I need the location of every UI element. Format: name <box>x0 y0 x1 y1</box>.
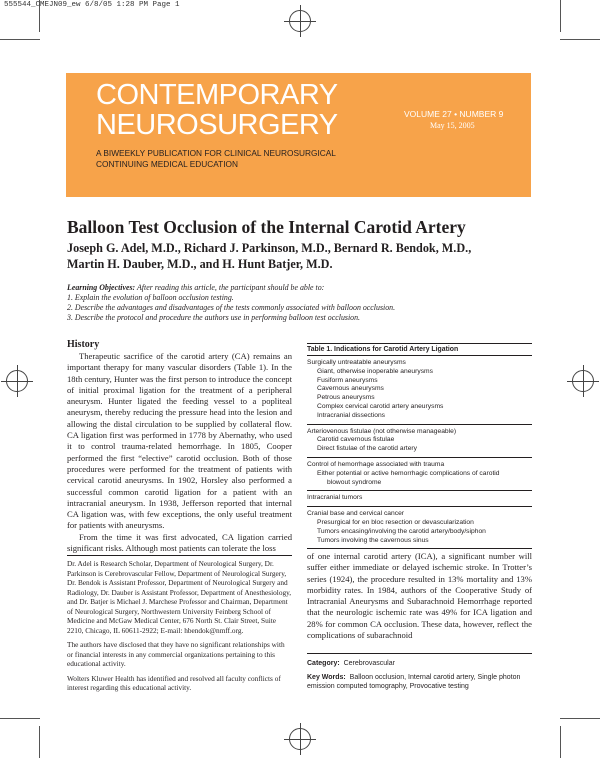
table-group <box>307 425 532 458</box>
footnote-disclosure: The authors have disclosed that they have no significant relationships with or financial interests in any commercial organizations pertaining to this educational activity. <box>67 640 285 668</box>
objective-item: 1. Explain the evolution of balloon occlusion testing. <box>67 293 234 302</box>
registration-mark-icon <box>289 10 311 32</box>
registration-mark-icon <box>289 728 311 750</box>
table-row: Either potential or active hemorrhagic complications of carotid <box>317 469 500 477</box>
table-row: Intracranial dissections <box>317 411 386 419</box>
table-row: Cavernous aneurysms <box>317 385 384 393</box>
table-row: Presurgical for en bloc resection or devascularization <box>317 518 474 526</box>
footnotes <box>67 559 292 698</box>
paragraph: of one internal carotid artery (ICA), a significant number will suffer either immediate or delayed ischemic stroke. In Trotter’s series (1924), the procedure resulted in 13% mortality and 13% morbidity rates. In 1984, authors of the Cooperative Study of Intracranial Aneurysms and Subarachnoid Hemorrhage reported that the neurologic ischemic rate was 49% for ICA ligation and 28% for common CA occlusion. These data, however, reflect the complications of subarachnoid <box>307 551 532 641</box>
crop-mark <box>39 726 40 758</box>
issue-date: May 15, 2005 <box>430 121 475 130</box>
objective-item: 2. Describe the advantages and disadvantages of the tests commonly associated with balloon occlusion. <box>67 303 396 312</box>
keywords-label: Key Words: <box>307 674 346 681</box>
table-row: Surgically untreatable aneurysms <box>307 359 406 366</box>
volume-number: VOLUME 27 • NUMBER 9 <box>404 109 504 119</box>
objective-item: 3. Describe the protocol and procedure the authors use in performing balloon test occlusion. <box>67 313 361 322</box>
category-label: Category: <box>307 660 340 667</box>
table-group <box>307 458 532 491</box>
table-row: Complex cervical carotid artery aneurysms <box>317 402 444 410</box>
print-slug: 555544_CMEJN09_ew 6/8/05 1:28 PM Page 1 <box>4 1 180 9</box>
masthead-tagline-line2: CONTINUING MEDICAL EDUCATION <box>96 159 238 169</box>
footnote-affiliations: Dr. Adel is Research Scholar, Department of Neurological Surgery, Dr. Parkinson is Cerebrovascular Fellow, Department of Neurological Surgery, Dr. Bendok is Assistant Professor, Department of Neurological Surgery and Radiology, Dr. Dauber is Assistant Professor, Department of Anesthesiology, and Dr. Batjer is Michael J. Marchese Professor and Chairman, Department of Neurological Surgery, Northwestern University Feinberg School of Medicine and McGaw Medical Center, 676 North St. Clair Street, Suite 2210, Chicago, IL 60611-2922; E-mail: hbendok@nmff.org. <box>67 559 292 635</box>
category-value: Cerebrovascular <box>343 660 395 667</box>
table-row: Direct fistulae of the carotid artery <box>317 445 417 453</box>
table-title: Table 1. Indications for Carotid Artery Ligation <box>307 343 532 356</box>
category <box>307 660 395 667</box>
authors-line1: Joseph G. Adel, M.D., Richard J. Parkinson, M.D., Bernard R. Bendok, M.D., <box>67 241 472 255</box>
crop-mark <box>0 39 40 40</box>
crop-mark <box>560 718 600 719</box>
keywords-divider <box>307 653 532 654</box>
footnote-divider <box>67 555 292 556</box>
masthead-title-line2: NEUROSURGERY <box>96 109 338 141</box>
history-column-1 <box>67 351 292 554</box>
table-group <box>307 356 532 425</box>
table-row: Petrous aneurysms <box>317 394 375 402</box>
crop-mark <box>560 726 561 758</box>
table-1 <box>307 343 532 549</box>
history-column-2 <box>307 551 532 641</box>
table-row: Carotid cavernous fistulae <box>317 436 395 444</box>
registration-mark-icon <box>572 370 594 392</box>
table-group <box>307 507 532 549</box>
crop-mark <box>560 39 600 40</box>
table-row: blowout syndrome <box>327 478 382 486</box>
authors-line2: Martin H. Dauber, M.D., and H. Hunt Batjer, M.D. <box>67 257 333 271</box>
footnote-conflicts: Wolters Kluwer Health has identified and resolved all faculty conflicts of interest regarding this educational activity. <box>67 673 281 692</box>
table-row: Control of hemorrhage associated with trauma <box>307 460 445 468</box>
table-group <box>307 491 532 507</box>
learning-objectives-intro <box>67 283 324 292</box>
article-title: Balloon Test Occlusion of the Internal Carotid Artery <box>67 217 466 237</box>
table-row: Intracranial tumors <box>307 494 363 502</box>
registration-mark-icon <box>6 370 28 392</box>
table-row: Tumors encasing/involving the carotid artery/body/siphon <box>317 527 486 535</box>
paragraph: Therapeutic sacrifice of the carotid artery (CA) remains an important therapy for many vascular disorders (Table 1). In the 18th century, Hunter was the first person to introduce the concept of initial proximal ligation for the treatment of a peripheral aneurysm. Hunter ligated the feeding vessel to a popliteal aneurysm, thereby reducing the pressure head into the lesion and allowing the distal circulation to be supplied by collateral flow. CA ligation first was performed in 1778 by Abernathy, who used it to control trauma-related hemorrhage. In 1805, Cooper performed the first “elective” carotid occlusion. Both of those procedures were performed for the treatment of patients with cervical carotid aneurysms. In 1902, Horsley also performed a successful common carotid ligation for a patient with an intracranial aneurysm. In 1938, Jefferson reported that internal CA ligation was, with few exceptions, the only useful treatment for patients with aneurysms. <box>67 351 292 531</box>
table-row: Cranial base and cervical cancer <box>307 510 405 518</box>
masthead-title-line1: CONTEMPORARY <box>96 79 338 111</box>
paragraph: From the time it was first advocated, CA ligation carried significant risks. Although most patients can tolerate the loss <box>67 531 292 554</box>
table-row: Tumors involving the cavernous sinus <box>317 536 429 544</box>
keywords-value: Balloon occlusion, Internal carotid artery, Single photon emission computed tomography, Provocative testing <box>307 674 521 690</box>
section-heading-history: History <box>67 339 100 350</box>
learning-objectives-text: After reading this article, the participant should be able to: <box>135 283 325 292</box>
keywords <box>307 673 535 691</box>
table-row: Fusiform aneurysms <box>317 376 378 384</box>
learning-objectives-label: Learning Objectives: <box>67 283 136 292</box>
table-row: Giant, otherwise inoperable aneurysms <box>317 367 433 375</box>
table-row: Arteriovenous fistulae (not otherwise manageable) <box>307 427 457 435</box>
crop-mark <box>560 0 561 32</box>
crop-mark <box>0 718 40 719</box>
masthead-tagline-line1: A BIWEEKLY PUBLICATION FOR CLINICAL NEUROSURGICAL <box>96 148 336 158</box>
